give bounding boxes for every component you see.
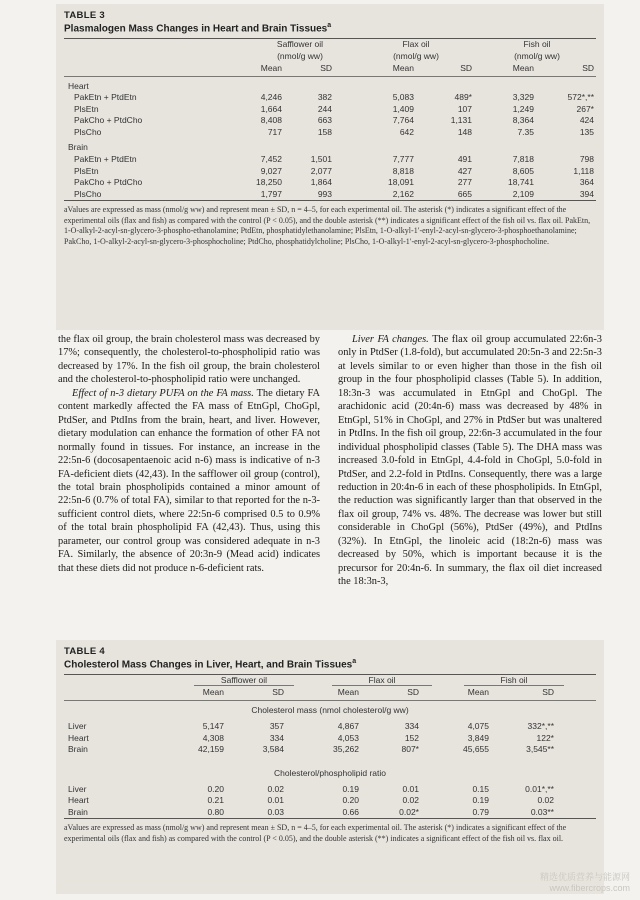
cell-value: 0.15 xyxy=(472,783,489,794)
table-row xyxy=(64,807,596,819)
cell-value: 5,083 xyxy=(392,92,414,103)
cell-value: 8,364 xyxy=(512,115,534,126)
row-label: Heart xyxy=(68,795,89,806)
table-3-group-unit: (nmol/g ww) xyxy=(393,50,439,61)
cell-value: 0.66 xyxy=(342,806,359,817)
cell-value: 135 xyxy=(579,126,594,137)
table-3-col-mean: Mean xyxy=(260,62,282,73)
cell-value: 332*,** xyxy=(527,720,554,731)
table-4-col-mean: Mean xyxy=(202,686,224,697)
cell-value: 267* xyxy=(576,103,594,114)
cell-value: 642 xyxy=(399,126,414,137)
cell-value: 7,777 xyxy=(392,154,414,165)
cell-value: 8,605 xyxy=(512,165,534,176)
cell-value: 3,584 xyxy=(262,744,284,755)
table-4-section-name: Cholesterol mass (nmol cholesterol/g ww) xyxy=(251,704,409,715)
table-row xyxy=(64,721,596,733)
cell-value: 798 xyxy=(579,154,594,165)
table-3-label: TABLE 3 xyxy=(64,10,105,21)
table-3-section-name: Heart xyxy=(68,80,89,91)
table-4-group-name: Safflower oil xyxy=(194,675,294,686)
row-label: Liver xyxy=(68,720,87,731)
cell-value: 0.03 xyxy=(267,806,284,817)
cell-value: 0.02 xyxy=(537,795,554,806)
table-3-group-unit: (nmol/g ww) xyxy=(514,50,560,61)
cell-value: 158 xyxy=(317,126,332,137)
row-label: Heart xyxy=(68,732,89,743)
table-4 xyxy=(56,640,604,894)
watermark-line-1: 精选优质营养与能源网 xyxy=(539,872,630,882)
cell-value: 7,452 xyxy=(260,154,282,165)
cell-value: 4,246 xyxy=(260,92,282,103)
cell-value: 394 xyxy=(579,188,594,199)
cell-value: 993 xyxy=(317,188,332,199)
table-3-col-mean: Mean xyxy=(512,62,534,73)
paragraph-text: The flax oil group accumulated 22:6n-3 only in PtdSer (1.8-fold), but accumulated 20:5n-3 and 22:5n-3 at levels similar to or even higher than those in the fish oil group in the four phospholipid classes (Table 5). In addition, 18:3n-3 was accumulated in EtnGpl and ChoGpl. The arachidonic acid (20:4n-6) mass was decreased by 48% in EtnGpl, 51% in ChoGpl, and 27% in PtdSer but was unaltered in PtdIns. In the fish oil group, 22:6n-3 accumulated in the four individual phospholipid classes (Table 5). The DHA mass was increased 3.0-fold in EtnGpl, 4.4-fold in ChoGpl, 5.0-fold in PtdSer, and 2.2-fold in PtdIns. Consequently, there was a large reduction in 20:4n-6 in each of these phospholipids. In EtnGpl, the reduction was significantly larger than that observed in the flax oil group, 74% vs. 48%. The decrease was lower but still considerable in ChoGpl (56%), PtdSer (49%), and PtdIns (32%). In EtnGpl, the linoleic acid (18:2n-6) mass was decreased by 50%, which is important because it is the precursor for 20:4n-6. In summary, the flax oil diet increased the 18:3n-3, xyxy=(338,334,602,588)
paragraph-text: the flax oil group, the brain cholesterol mass was decreased by 17%; consequently, the cholesterol-to-phospholipid ratio was decreased by 17%. In the fish oil group, the brain cholesterol and the cholesterol-to-phospholipid ratio were unchanged. xyxy=(58,334,320,386)
cell-value: 0.02 xyxy=(402,795,419,806)
paragraph xyxy=(58,387,320,575)
body-column-right xyxy=(338,333,602,589)
cell-value: 1,797 xyxy=(260,188,282,199)
table-3-group-name: Flax oil xyxy=(402,39,430,50)
cell-value: 18,741 xyxy=(508,177,534,188)
cell-value: 357 xyxy=(269,720,284,731)
cell-value: 0.01 xyxy=(402,783,419,794)
cell-value: 0.03** xyxy=(530,806,554,817)
table-4-title: Cholesterol Mass Changes in Liver, Heart, and Brain Tissues$^a$ xyxy=(64,658,357,671)
table-4-group-name: Fish oil xyxy=(464,675,564,686)
table-3-group-name: Fish oil xyxy=(523,39,551,50)
cell-value: 489* xyxy=(454,92,472,103)
cell-value: 0.21 xyxy=(207,795,224,806)
cell-value: 152 xyxy=(404,732,419,743)
table-4-section-row xyxy=(64,705,596,721)
cell-value: 0.02* xyxy=(399,806,419,817)
table-4-grid xyxy=(64,675,596,818)
table-3-title: Plasmalogen Mass Changes in Heart and Brain Tissues$^a$ xyxy=(64,22,332,35)
cell-value: 277 xyxy=(457,177,472,188)
paragraph-heading: Effect of n-3 dietary PUFA on the FA mass. xyxy=(72,387,254,399)
row-label: PlsCho xyxy=(74,188,102,199)
cell-value: 0.79 xyxy=(472,806,489,817)
cell-value: 0.19 xyxy=(472,795,489,806)
table-3-unit-row xyxy=(64,51,596,63)
row-label: PakEtn + PtdEtn xyxy=(74,92,137,103)
cell-value: 0.20 xyxy=(342,795,359,806)
row-label: PlsCho xyxy=(74,126,102,137)
cell-value: 665 xyxy=(457,188,472,199)
cell-value: 148 xyxy=(457,126,472,137)
cell-value: 0.02 xyxy=(267,783,284,794)
cell-value: 0.20 xyxy=(207,783,224,794)
table-4-section-row xyxy=(64,768,596,784)
row-label: Liver xyxy=(68,783,87,794)
table-row xyxy=(64,104,596,116)
cell-value: 364 xyxy=(579,177,594,188)
table-row xyxy=(64,733,596,745)
cell-value: 663 xyxy=(317,115,332,126)
cell-value: 0.01*,** xyxy=(525,783,554,794)
cell-value: 18,250 xyxy=(256,177,282,188)
table-3-col-sd: SD xyxy=(582,62,594,73)
row-label: PakCho + PtdCho xyxy=(74,115,143,126)
cell-value: 18,091 xyxy=(388,177,414,188)
table-row xyxy=(64,154,596,166)
table-4-col-sd: SD xyxy=(407,686,419,697)
table-3-bottom-rule xyxy=(64,200,596,201)
cell-value: 3,545** xyxy=(526,744,554,755)
body-column-left xyxy=(58,333,320,575)
cell-value: 382 xyxy=(317,92,332,103)
row-label: Brain xyxy=(68,806,88,817)
table-row xyxy=(64,744,596,756)
table-row xyxy=(64,92,596,104)
table-3-section-row xyxy=(64,142,596,154)
cell-value: 2,077 xyxy=(310,165,332,176)
watermark-line-2: www.fibercrops.com xyxy=(549,883,630,893)
table-3-col-mean: Mean xyxy=(392,62,414,73)
paragraph-heading: Liver FA changes. xyxy=(352,334,429,345)
cell-value: 807* xyxy=(401,744,419,755)
cell-value: 45,655 xyxy=(463,744,489,755)
cell-value: 244 xyxy=(317,103,332,114)
cell-value: 0.01 xyxy=(267,795,284,806)
table-3-group-unit: (nmol/g ww) xyxy=(277,50,323,61)
cell-value: 7.35 xyxy=(517,126,534,137)
table-row xyxy=(64,127,596,139)
table-4-col-mean: Mean xyxy=(467,686,489,697)
row-label: PakCho + PtdCho xyxy=(74,177,143,188)
cell-value: 4,308 xyxy=(202,732,224,743)
table-4-group-row xyxy=(64,675,596,687)
table-3-group-row xyxy=(64,39,596,51)
cell-value: 334 xyxy=(269,732,284,743)
cell-value: 427 xyxy=(457,165,472,176)
cell-value: 3,849 xyxy=(467,732,489,743)
cell-value: 5,147 xyxy=(202,720,224,731)
cell-value: 1,664 xyxy=(260,103,282,114)
table-4-group-name: Flax oil xyxy=(332,675,432,686)
cell-value: 1,249 xyxy=(512,103,534,114)
table-row xyxy=(64,189,596,201)
table-4-col-sd: SD xyxy=(542,686,554,697)
row-label: Brain xyxy=(68,744,88,755)
cell-value: 35,262 xyxy=(333,744,359,755)
cell-value: 424 xyxy=(579,115,594,126)
table-3-col-sd: SD xyxy=(320,62,332,73)
cell-value: 2,109 xyxy=(512,188,534,199)
table-4-footnote: aValues are expressed as mass (nmol/g ww) and represent mean ± SD, n = 4–5, for each experimental oil. The asterisk (*) indicates a significant effect of the experimental oils (flax and fish) as compared with the control (P < 0.05), and the double asterisk (**) indicates a significant effect of the fish oil vs. flax oil. xyxy=(64,823,567,843)
table-4-section-name: Cholesterol/phospholipid ratio xyxy=(274,767,386,778)
cell-value: 1,118 xyxy=(573,165,594,176)
table-3-header-row xyxy=(64,63,596,77)
paragraph xyxy=(58,333,320,387)
cell-value: 1,864 xyxy=(310,177,332,188)
cell-value: 4,053 xyxy=(337,732,359,743)
cell-value: 4,075 xyxy=(467,720,489,731)
cell-value: 572*,** xyxy=(567,92,594,103)
cell-value: 7,764 xyxy=(392,115,414,126)
cell-value: 4,867 xyxy=(337,720,359,731)
cell-value: 3,329 xyxy=(512,92,534,103)
table-row xyxy=(64,166,596,178)
cell-value: 7,818 xyxy=(512,154,534,165)
cell-value: 8,408 xyxy=(260,115,282,126)
cell-value: 0.80 xyxy=(207,806,224,817)
cell-value: 1,409 xyxy=(392,103,414,114)
cell-value: 1,131 xyxy=(450,115,472,126)
table-4-col-mean: Mean xyxy=(337,686,359,697)
table-3-section-row xyxy=(64,81,596,93)
table-row xyxy=(64,795,596,807)
cell-value: 2,162 xyxy=(392,188,414,199)
table-row xyxy=(64,784,596,796)
cell-value: 491 xyxy=(457,154,472,165)
table-row xyxy=(64,115,596,127)
paragraph-text: The dietary FA content markedly affected the FA mass of EtnGpl, ChoGpl, PtdSer, and PtdIns from the brain, heart, and liver. However, dietary modulation can enhance the formation of other FA not normally found in tissues. For instance, an increase in the 22:5n-6 (docosapentaenoic acid n-6) mass is indicative of n-3 FA-deficient diets (42,43). In the safflower oil group (control), the total brain phospholipids contained a minor amount of 22:5n-6 (0.7% of total FA), similar to that reported for the n-3-sufficient control diets, where 22:5n-6 comprised 0.5 to 0.9% of the total brain phospholipid FA (42,43). Thus, using this parameter, our control group was considered adequate in n-3 FA. Similarly, the absence of 20:3n-9 (Mead acid) indicates that these diets did not produce n-6-deficient rats. xyxy=(58,387,320,574)
row-label: PlsEtn xyxy=(74,103,99,114)
table-3-grid xyxy=(64,39,596,200)
table-3-col-sd: SD xyxy=(460,62,472,73)
table-3-footnote: aValues are expressed as mass (nmol/g ww) and represent mean ± SD, n = 4–5, for each experimental oil. The asterisk (*) indicates a significant effect of the experimental oils (flax and fish) as compared with the control (P < 0.05), and the double asterisk (**) indicates a significant effect of the fish oil vs. flax oil. PakEtn, 1-O-alkyl-2-acyl-sn-glycero-3-phospho-ethanolamine; PtdEtn, phosphatidylethanolamine; PlsEtn, 1-O-alkyl-1′-enyl-2-acyl-sn-glycero-3-phosphoethanolamine; PakCho, 1-O-alkyl-2-acyl-sn-glycero-3-phosphocholine; PtdCho, phosphatidylcholine; PlsCho, 1-O-alkyl-1′-enyl-2-acyl-sn-glycero-3-phosphocholine. xyxy=(64,205,591,246)
table-4-header-row xyxy=(64,687,596,701)
cell-value: 717 xyxy=(267,126,282,137)
table-4-label: TABLE 4 xyxy=(64,646,105,657)
cell-value: 334 xyxy=(404,720,419,731)
cell-value: 107 xyxy=(457,103,472,114)
row-label: PakEtn + PtdEtn xyxy=(74,154,137,165)
cell-value: 42,159 xyxy=(198,744,224,755)
row-label: PlsEtn xyxy=(74,165,99,176)
cell-value: 9,027 xyxy=(260,165,282,176)
watermark xyxy=(540,872,630,894)
cell-value: 8,818 xyxy=(392,165,414,176)
table-3-group-name: Safflower oil xyxy=(276,39,324,50)
cell-value: 1,501 xyxy=(310,154,332,165)
table-4-bottom-rule xyxy=(64,818,596,819)
cell-value: 122* xyxy=(536,732,554,743)
table-4-col-sd: SD xyxy=(272,686,284,697)
table-row xyxy=(64,177,596,189)
table-3 xyxy=(56,4,604,330)
cell-value: 0.19 xyxy=(342,783,359,794)
paragraph xyxy=(338,333,602,589)
table-3-section-name: Brain xyxy=(68,142,88,153)
